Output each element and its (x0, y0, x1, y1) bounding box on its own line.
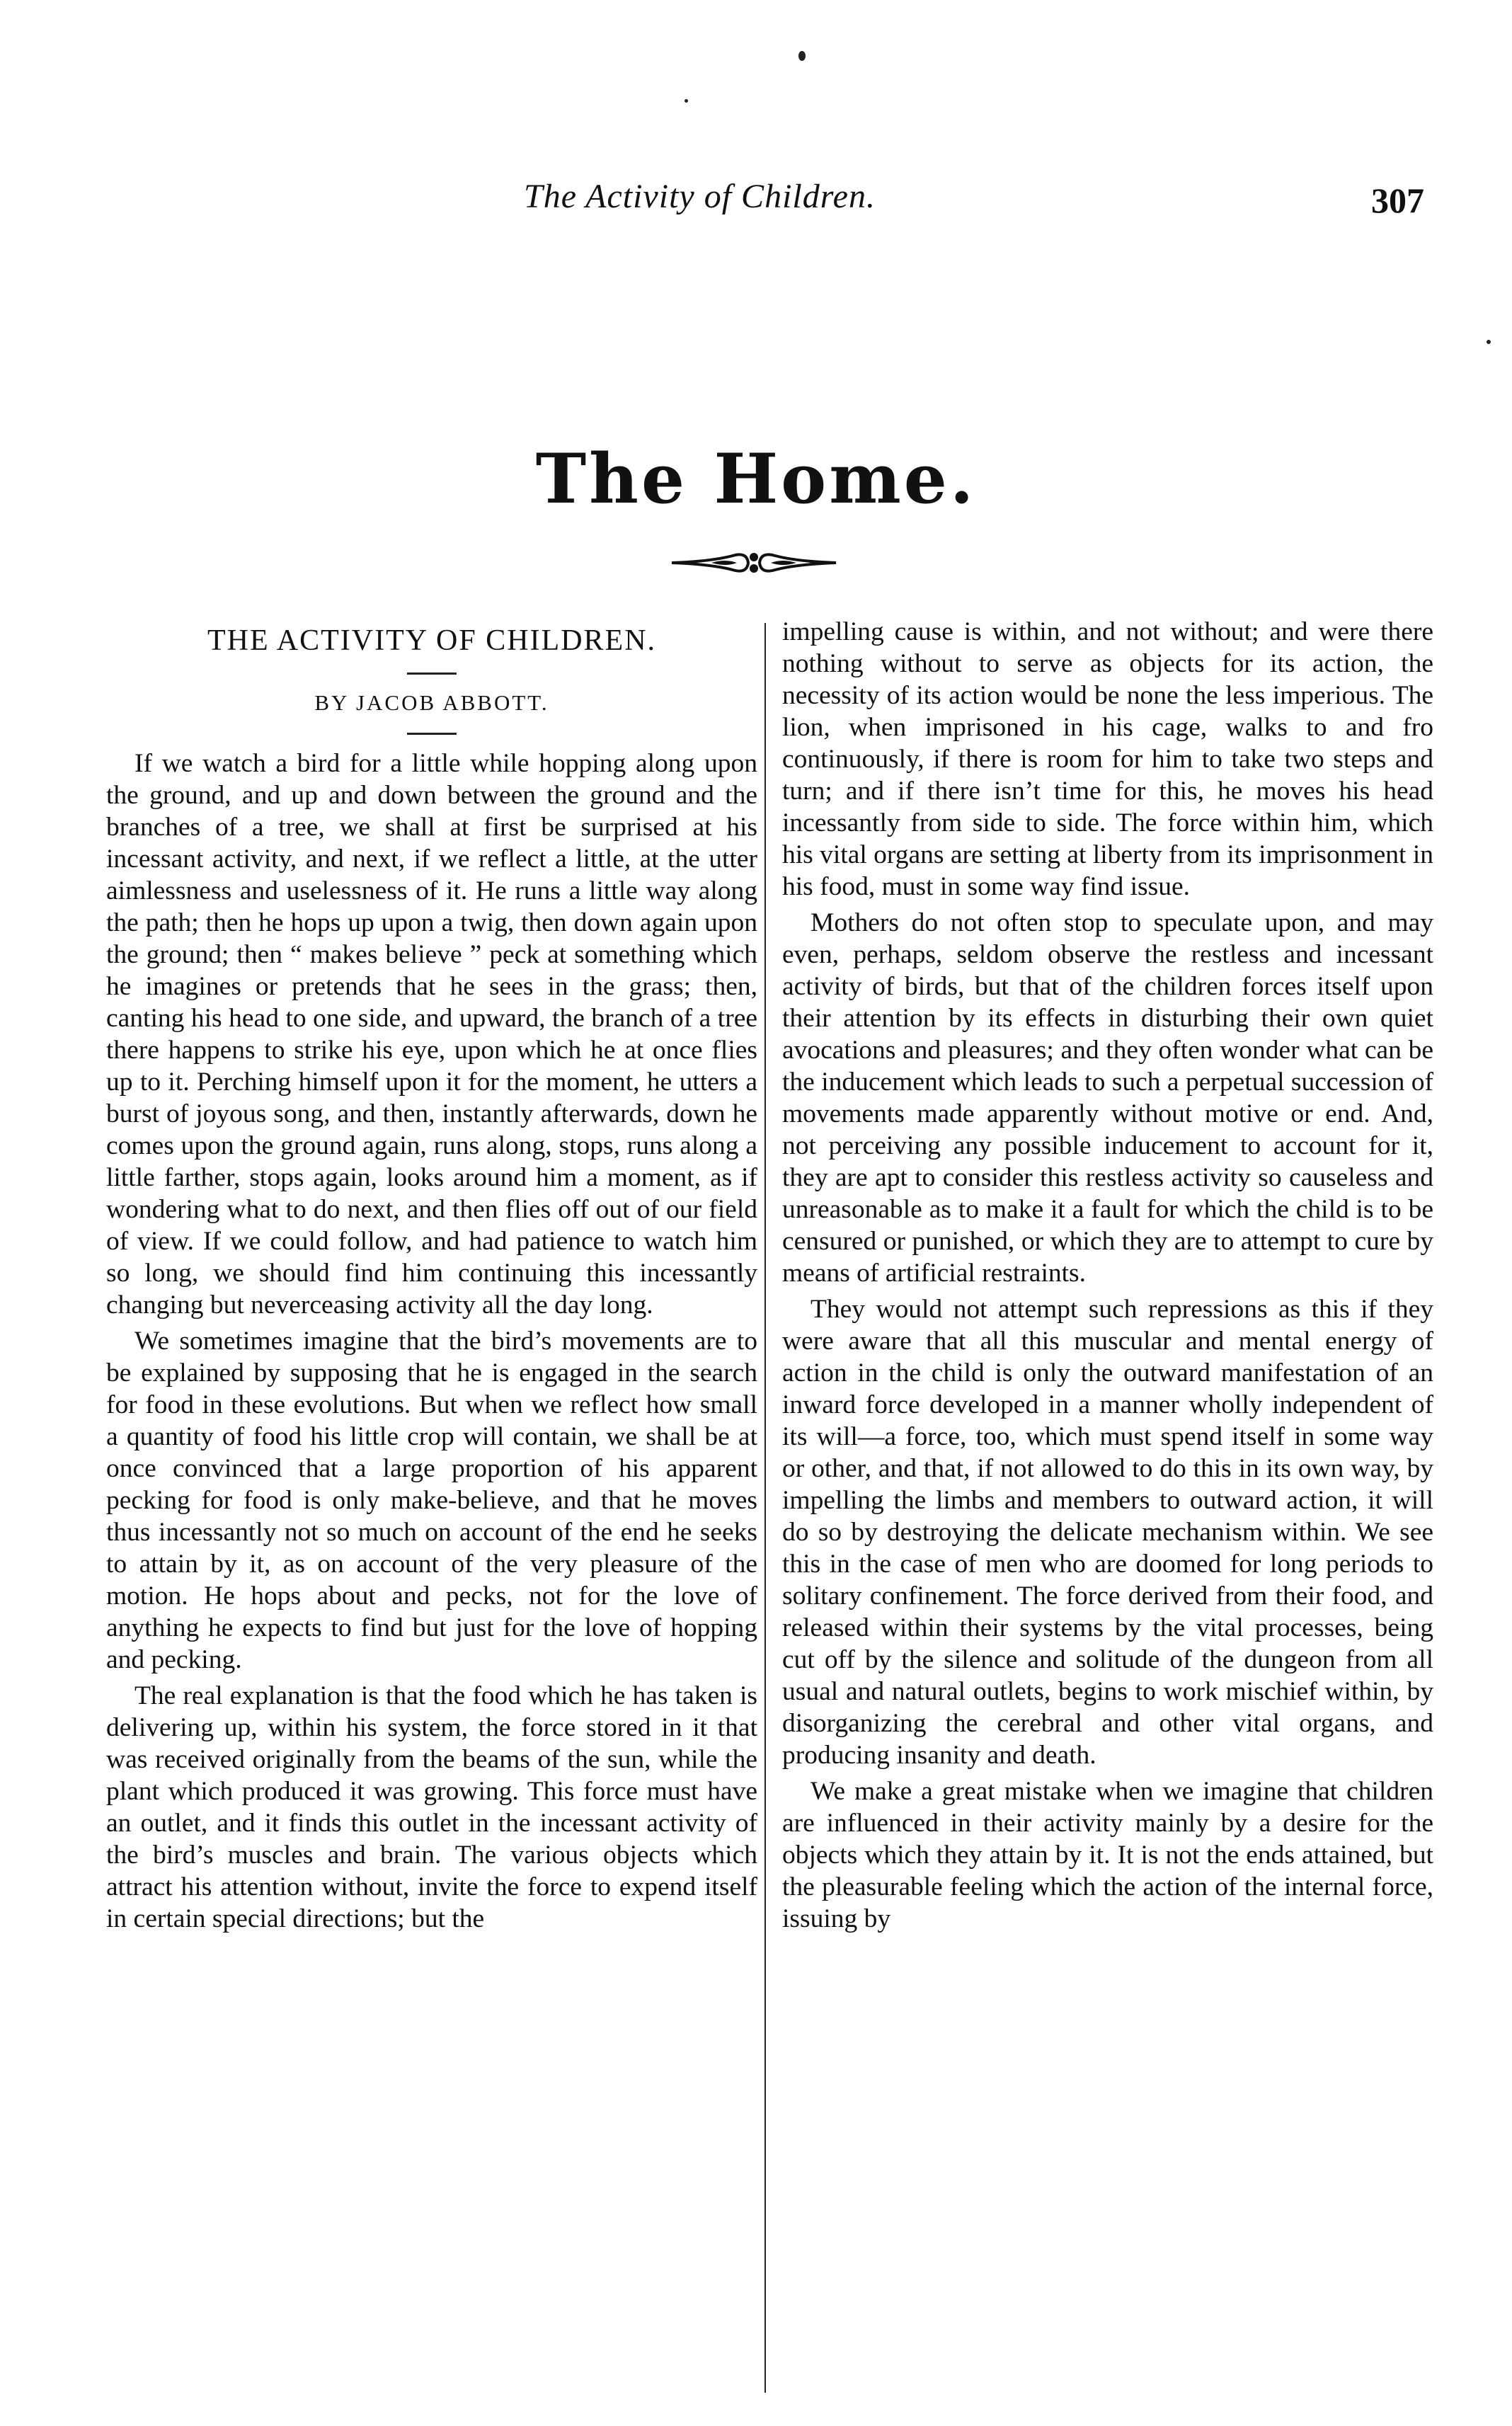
article-title: THE ACTIVITY OF CHILDREN. (207, 624, 657, 657)
paragraph: We make a great mistake when we imagine that children are influenced in their activity mainly by a desire for the objects which they attain by it. It is not the ends attained, but the pleasurable feeling which the action of the internal force, issuing by (782, 1777, 1433, 1933)
ornament-divider-icon (669, 542, 839, 584)
paragraph: We sometimes imagine that the bird’s movements are to be explained by supposing that he is engaged in the search for food in these evolutions. But when we reflect how small a quantity of food his little crop will contain, we shall be at once convinced that a large proportion of his apparent pecking for food is only make-believe, and that he moves thus incessantly not so much on account of the end he seeks to attain by it, as on account of the very pleasure of the motion. He hops about and pecks, not for the love of anything he expects to find but just for the love of hopping and pecking. (106, 1327, 757, 1674)
title-rule (407, 673, 457, 675)
print-speck (798, 51, 806, 61)
print-speck (685, 99, 688, 103)
paragraph: They would not attempt such repressions as this if they were aware that all this muscular and mental energy of action in the child is only the outward manifestation of an inward force developed in a manner wholly independent of its will—a force, too, which must spend itself in some way or other, and that, if not allowed to do this in its own way, by impelling the limbs and members to outward action, it will do so by destroying the delicate mechanism within. We see this in the case of men who are doomed for long periods to solitary confinement. The force derived from their food, and released within their systems by the vital processes, being cut off by the silence and solitude of the dungeon from all usual and natural outlets, begins to work mischief within, by disorganizing the cerebral and other vital organs, and producing insanity and death. (782, 1295, 1433, 1770)
running-head (0, 177, 1512, 234)
print-speck (1487, 340, 1491, 344)
paragraph: The real explanation is that the food which he has taken is delivering up, within his system, the force stored in it that was received originally from the beams of the sun, while the plant which produced it was growing. This force must have an outlet, and it finds this outlet in the incessant activity of the bird’s muscles and brain. The various objects which attract his attention without, invite the force to expend itself in certain special directions; but the (106, 1681, 757, 1933)
column-rule (764, 623, 766, 2393)
page-number: 307 (1371, 181, 1424, 220)
paragraph: Mothers do not often stop to speculate upon, and may even, perhaps, seldom observe the restless and incessant activity of birds, but that of the children forces itself upon their attention by its effects in disturbing their own quiet avocations and pleasures; and they often wonder what can be the inducement which leads to such a perpetual succession of movements made apparently without motive or end. And, not perceiving any possible inducement to account for it, they are apt to consider this restless activity so causeless and unreasonable as to make it a fault for which the child is to be censured or punished, or which they are to attempt to cure by means of artificial restraints. (782, 908, 1433, 1288)
paragraph: If we watch a bird for a little while hopping along upon the ground, and up and down between the ground and the branches of a tree, we shall at first be surprised at his incessant activity, and next, if we reflect a little, at the utter aimlessness and uselessness of it. He runs a little way along the path; then he hops up upon a twig, then down again upon the ground; then “ makes believe ” peck at something which he imagines or pretends that he sees in the grass; then, canting his head to one side, and upward, the branch of a tree there happens to strike his eye, upon which he at once flies up to it. Perching himself upon it for the moment, he utters a burst of joyous song, and then, instantly afterwards, down he comes upon the ground again, runs along, stops, runs along a little farther, stops again, looks around him a moment, as if wondering what to do next, and then flies off out of our field of view. If we could follow, and had patience to watch him so long, we should find him continuing this incessantly changing but neverceasing activity all the day long. (106, 749, 757, 1320)
left-column (106, 616, 757, 2407)
byline-rule (407, 733, 457, 735)
paragraph-continuation: impelling cause is within, and not without; and were there nothing without to serve as objects for its action, the necessity of its action would be none the less imperious. The lion, when imprisoned in his cage, walks to and fro continuously, if there is room for him to take two steps and turn; and if there isn’t time for this, he moves his head incessantly from side to side. The force within him, which his vital organs are setting at liberty from its imprisonment in his food, must in some way find issue. (782, 617, 1433, 901)
byline: BY JACOB ABBOTT. (314, 690, 549, 715)
right-column (782, 616, 1433, 2407)
section-title: The Home. (535, 439, 977, 519)
running-title: The Activity of Children. (524, 178, 876, 215)
